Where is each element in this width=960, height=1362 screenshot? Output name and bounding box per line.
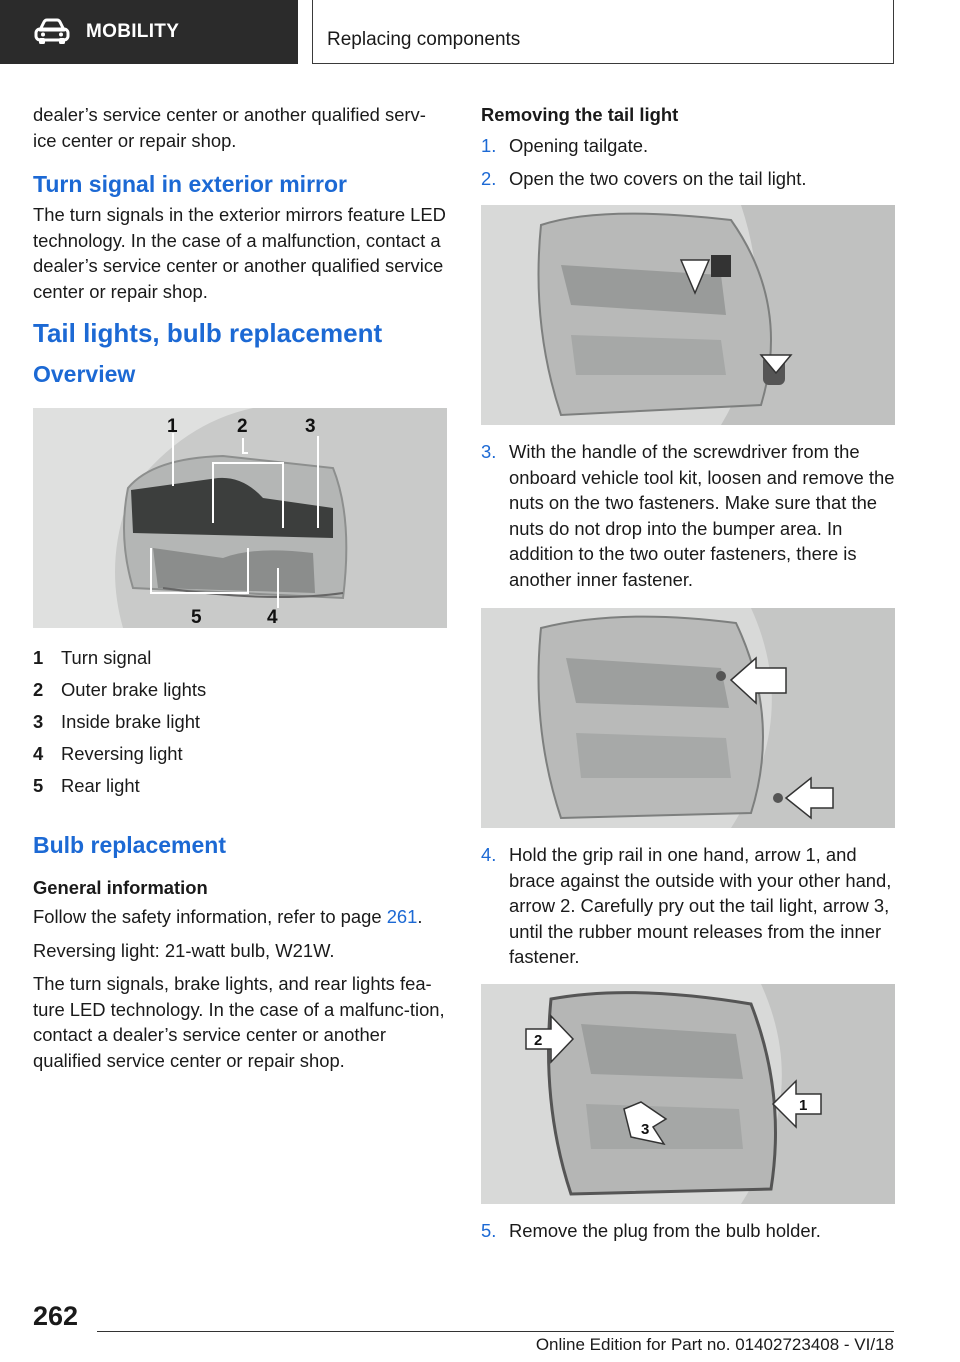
bulb-replacement-heading: Bulb replacement (33, 832, 226, 858)
pry-out-figure (481, 984, 895, 1204)
section-tab (0, 0, 298, 64)
step-text: Opening tailgate. (509, 135, 649, 156)
safety-text (33, 904, 447, 930)
mirror-heading: Turn signal in exterior mirror (33, 171, 347, 197)
footer-divider (97, 1331, 894, 1332)
step-number: 4. (481, 844, 497, 865)
legend-label: Rear light (61, 775, 140, 796)
legend-number: 3 (33, 711, 44, 732)
legend-number: 2 (33, 679, 44, 700)
legend-label: Reversing light (61, 743, 183, 764)
arrow-label-1: 1 (799, 1096, 808, 1114)
step-text: Open the two covers on the tail light. (509, 167, 807, 189)
safety-text-before: Follow the safety information, refer to page (33, 906, 387, 927)
general-info-heading: General information (33, 877, 208, 898)
tail-lights-heading: Tail lights, bulb replacement (33, 318, 383, 348)
step-number: 5. (481, 1219, 497, 1241)
page-number: 262 (33, 1301, 79, 1331)
callout-3: 3 (305, 416, 316, 437)
legend-number: 5 (33, 775, 44, 796)
step-item (481, 166, 895, 192)
step-item (481, 133, 895, 159)
edition-text: Online Edition for Part no. 01402723408 - VI/18 (535, 1335, 894, 1354)
legend-number: 4 (33, 743, 44, 764)
step-text: Remove the plug from the bulb holder. (509, 1219, 821, 1241)
figure-legend (33, 642, 447, 802)
legend-item (33, 706, 447, 738)
legend-item (33, 770, 447, 802)
callout-2: 2 (237, 416, 248, 437)
intro-text: dealer’s service center or another qualified serv‐ice center or repair shop. (33, 104, 426, 151)
safety-text-after: . (417, 906, 423, 927)
callout-1: 1 (167, 416, 178, 437)
step-number: 3. (481, 441, 497, 462)
page-reference-link[interactable]: 261 (386, 906, 418, 927)
step-item (481, 842, 895, 970)
section-label: MOBILITY (86, 21, 180, 42)
chapter-title: Replacing components (327, 29, 521, 50)
removing-heading: Removing the tail light (481, 104, 679, 125)
legend-label: Turn signal (61, 647, 152, 668)
step-text: With the handle of the screwdriver from the onboard vehicle tool kit, loosen and remove the nuts on the two fasteners. Make sure that the nuts do not drop into the bumper area. In addition to the two outer fasteners, there is another inner fastener. (509, 441, 895, 590)
step-number: 2. (481, 167, 497, 189)
overview-heading: Overview (33, 361, 136, 387)
step-text: Hold the grip rail in one hand, arrow 1, and brace against the outside with your other hand, arrow 2. Carefully pry out the tail light, arrow 3, until the rubber mount releases from the inner fastener. (509, 844, 892, 967)
overview-figure (33, 408, 447, 628)
legend-number: 1 (33, 647, 44, 668)
fasteners-figure (481, 608, 895, 828)
chapter-header (312, 0, 894, 64)
legend-item (33, 674, 447, 706)
arrow-label-3: 3 (641, 1120, 650, 1138)
step-item (481, 1218, 895, 1244)
legend-item (33, 642, 447, 674)
legend-label: Inside brake light (61, 711, 201, 732)
covers-figure (481, 205, 895, 425)
legend-item (33, 738, 447, 770)
reversing-light-text: Reversing light: 21-watt bulb, W21W. (33, 939, 335, 961)
callout-5: 5 (191, 607, 202, 628)
legend-label: Outer brake lights (61, 679, 207, 700)
car-icon (34, 18, 70, 46)
mirror-text: The turn signals in the exterior mirrors feature LED technology. In the case of a malfunction, contact a dealer’s service center or another qualified service center or repair shop. (33, 204, 446, 302)
step-number: 1. (481, 135, 497, 156)
arrow-label-2: 2 (534, 1031, 543, 1049)
left-column (33, 102, 447, 1081)
step-item (481, 439, 895, 592)
led-text: The turn signals, brake lights, and rear lights fea‐ture LED technology. In the case of a malfunc‐tion, contact a dealer’s service center or another qualified service center or repair shop. (33, 973, 445, 1071)
callout-4: 4 (267, 607, 278, 628)
right-column (481, 102, 895, 1243)
